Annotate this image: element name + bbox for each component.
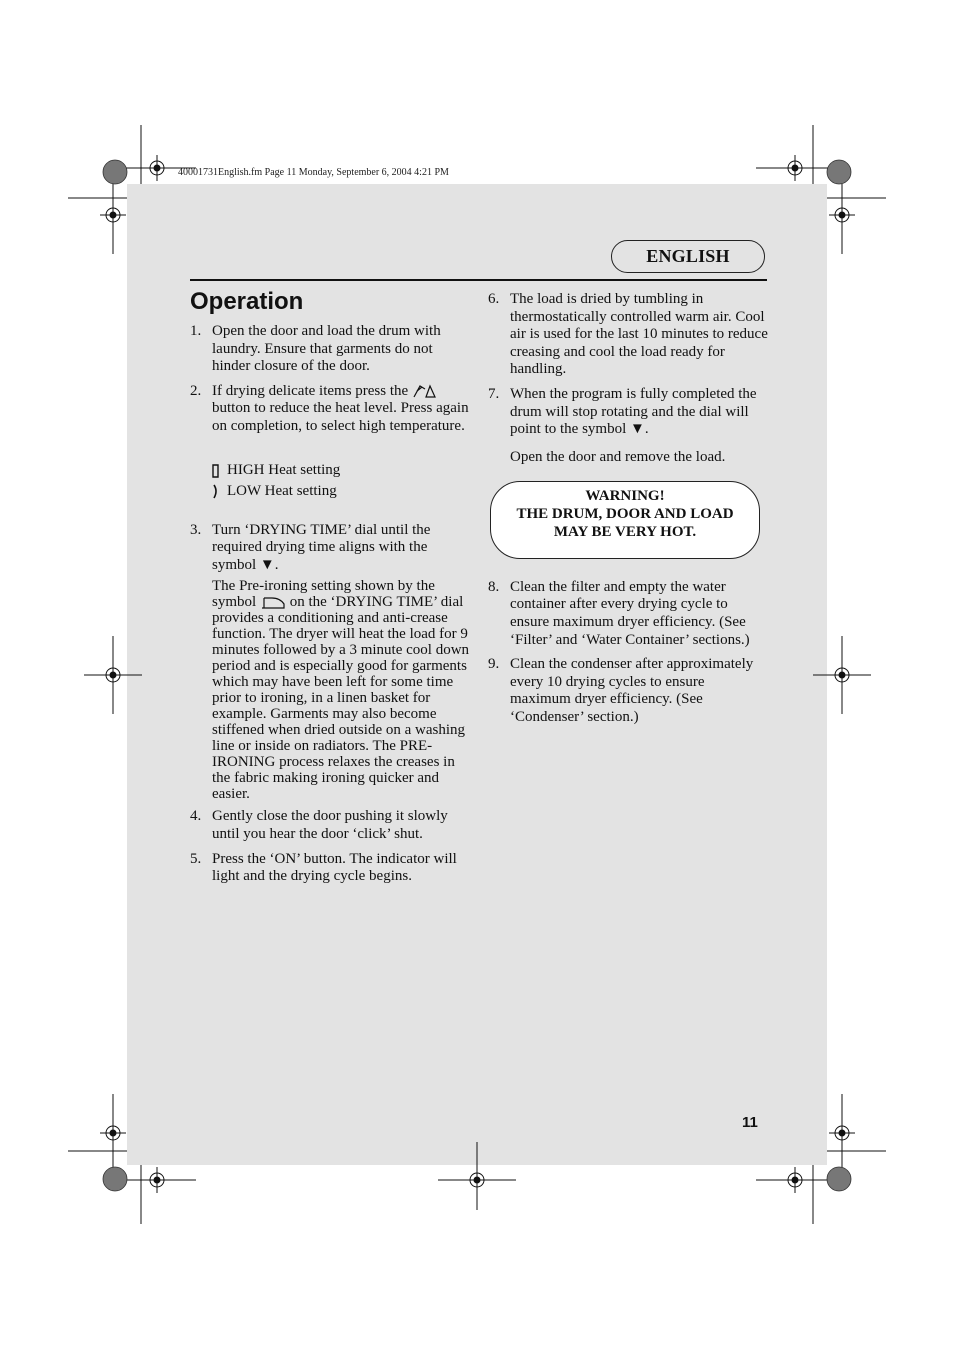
- page-number: 11: [742, 1114, 758, 1131]
- list-item: [488, 386, 768, 439]
- header-rule: [190, 279, 767, 281]
- step-number: 9.: [488, 656, 500, 673]
- list-item: [190, 851, 470, 886]
- language-badge: ENGLISH: [611, 240, 765, 273]
- pre-ironing-paragraph: The Pre-ironing setting shown by the symbol on the ‘DRYING TIME’ dial provides a conditioning and anti-crease function. The dryer will heat the load for 9 minutes followed by a 3 minute cool down period and is especially good for garments which may have been left for some time prior to ironing, in a linen basket for example. Garments may also become stiffened when dried outside on a washing line or inside on radiators. The PRE-IRONING process relaxes the creases in the fabric making ironing quicker and easier.: [212, 578, 470, 803]
- right-column: [488, 291, 768, 734]
- pre-ironing-icon: [260, 595, 286, 610]
- list-item: [190, 323, 470, 376]
- step-text: Gently close the door pushing it slowly until you hear the door ‘click’ shut.: [212, 808, 448, 842]
- step-text: button to reduce the heat level. Press again on completion, to select high temperature.: [212, 400, 469, 434]
- file-slug: 40001731English.fm Page 11 Monday, September 6, 2004 4:21 PM: [178, 167, 449, 178]
- low-heat-label: LOW Heat setting: [227, 482, 337, 499]
- warning-box: [490, 481, 760, 559]
- high-heat-icon: [212, 463, 221, 478]
- warning-line: THE DRUM, DOOR AND LOAD: [516, 505, 734, 522]
- high-heat-label: HIGH Heat setting: [227, 461, 341, 478]
- low-heat-icon: [212, 484, 221, 499]
- heat-settings: [190, 460, 470, 502]
- step-number: 2.: [190, 382, 202, 399]
- step-text: Press the ‘ON’ button. The indicator will light and the drying cycle begins.: [212, 850, 457, 885]
- step-number: 6.: [488, 291, 500, 307]
- list-item: [190, 522, 470, 575]
- step-text: Turn ‘DRYING TIME’ dial until the required drying time aligns with the symbol ▼.: [212, 521, 431, 573]
- list-item: [488, 579, 768, 649]
- step-number: 3.: [190, 521, 202, 538]
- page-title: Operation: [190, 288, 304, 315]
- list-item: [488, 291, 768, 379]
- step-followup: Open the door and remove the load.: [510, 448, 726, 465]
- low-heat-button-icon: [412, 383, 438, 399]
- warning-line: MAY BE VERY HOT.: [553, 523, 697, 540]
- left-column: [190, 323, 470, 893]
- step-number: 7.: [488, 385, 500, 402]
- list-item: [190, 383, 470, 436]
- step-text: Clean the filter and empty the water container after every drying cycle to ensure maximum dryer efficiency. (See ‘Filter’ and ‘Water Container’ sections.): [510, 578, 750, 648]
- step-text: If drying delicate items press the: [212, 382, 409, 399]
- step-number: 5.: [190, 850, 202, 867]
- warning-heading: WARNING!: [585, 487, 665, 504]
- step-number: 4.: [190, 808, 202, 825]
- list-item: [190, 808, 470, 843]
- step-number: 1.: [190, 323, 202, 339]
- step-text: Clean the condenser after approximately every 10 drying cycles to ensure maximum dryer efficiency. (See ‘Condenser’ section.): [510, 656, 754, 725]
- step-number: 8.: [488, 578, 500, 595]
- step-text: When the program is fully completed the drum will stop rotating and the dial will point to the symbol ▼.: [510, 385, 757, 438]
- step-text: The load is dried by tumbling in thermostatically controlled warm air. Cool air is used for the last 10 minutes to reduce creasing and cool the load ready for handling.: [510, 291, 768, 378]
- step-text: Open the door and load the drum with laundry. Ensure that garments do not hinder closure of the door.: [212, 323, 441, 375]
- list-item: [488, 656, 768, 726]
